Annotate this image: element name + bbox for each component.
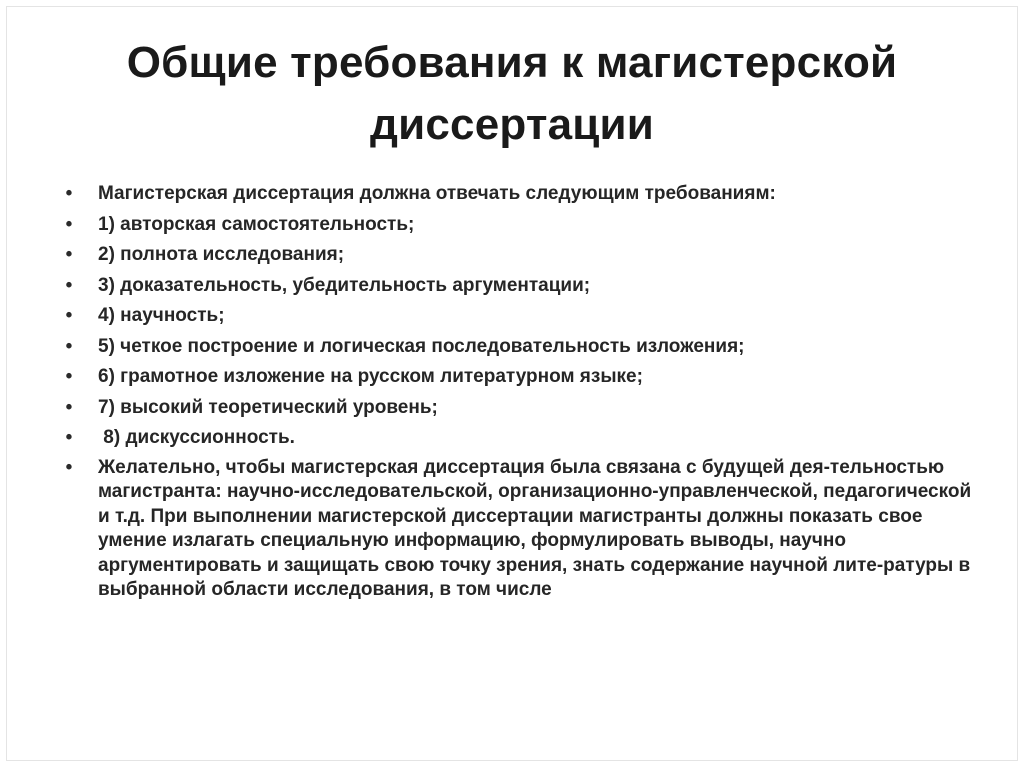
bullet-text: 1) авторская самостоятельность; bbox=[98, 213, 415, 235]
bullet-icon: • bbox=[65, 456, 73, 478]
slide-title bbox=[40, 32, 984, 156]
bullet-item-intro bbox=[62, 181, 972, 207]
bullet-item-7 bbox=[62, 395, 972, 421]
bullet-item-1 bbox=[62, 212, 972, 238]
bullet-item-8 bbox=[62, 425, 972, 451]
bullet-text: Магистерская диссертация должна отвечать следующим требованиям: bbox=[98, 183, 776, 204]
bullet-icon: • bbox=[65, 213, 73, 235]
bullet-text: 2) полнота исследования; bbox=[98, 244, 345, 265]
bullet-icon: • bbox=[65, 366, 73, 387]
bullet-icon: • bbox=[65, 427, 73, 448]
bullet-list bbox=[62, 181, 972, 603]
bullet-item-5 bbox=[62, 334, 972, 360]
bullet-icon: • bbox=[65, 183, 73, 204]
bullet-icon: • bbox=[65, 335, 73, 357]
bullet-text: 4) научность; bbox=[98, 305, 225, 326]
slide-title-line-2: диссертации bbox=[369, 100, 655, 149]
slide-content bbox=[62, 181, 972, 608]
bullet-item-2 bbox=[62, 242, 972, 268]
bullet-text: 8) дискуссионность. bbox=[98, 427, 295, 448]
bullet-text: 7) высокий теоретический уровень; bbox=[98, 396, 438, 418]
bullet-text: 3) доказательность, убедительность аргументации; bbox=[98, 274, 591, 296]
bullet-item-6 bbox=[62, 364, 972, 390]
bullet-text: Желательно, чтобы магистерская диссертация была связана с будущей дея-тельностью магистранта: научно-исследовательской, организационно-управленческой, педагогической и т.д. При выполнении магистерской диссертации магистранты должны показать свое умение излагать специальную информацию, формулировать выводы, научно аргументировать и защищать свою точку зрения, знать содержание научной лите-ратуры в выбранной области исследования, в том числе bbox=[98, 456, 972, 600]
bullet-text: 6) грамотное изложение на русском литературном языке; bbox=[98, 366, 643, 387]
bullet-icon: • bbox=[65, 274, 73, 296]
bullet-icon: • bbox=[65, 244, 73, 265]
bullet-item-paragraph bbox=[62, 456, 972, 603]
bullet-icon: • bbox=[65, 396, 73, 418]
bullet-item-3 bbox=[62, 273, 972, 299]
bullet-item-4 bbox=[62, 303, 972, 329]
bullet-text: 5) четкое построение и логическая последовательность изложения; bbox=[98, 335, 745, 357]
bullet-icon: • bbox=[65, 305, 73, 326]
slide-title-line-1: Общие требования к магистерской bbox=[126, 38, 898, 87]
